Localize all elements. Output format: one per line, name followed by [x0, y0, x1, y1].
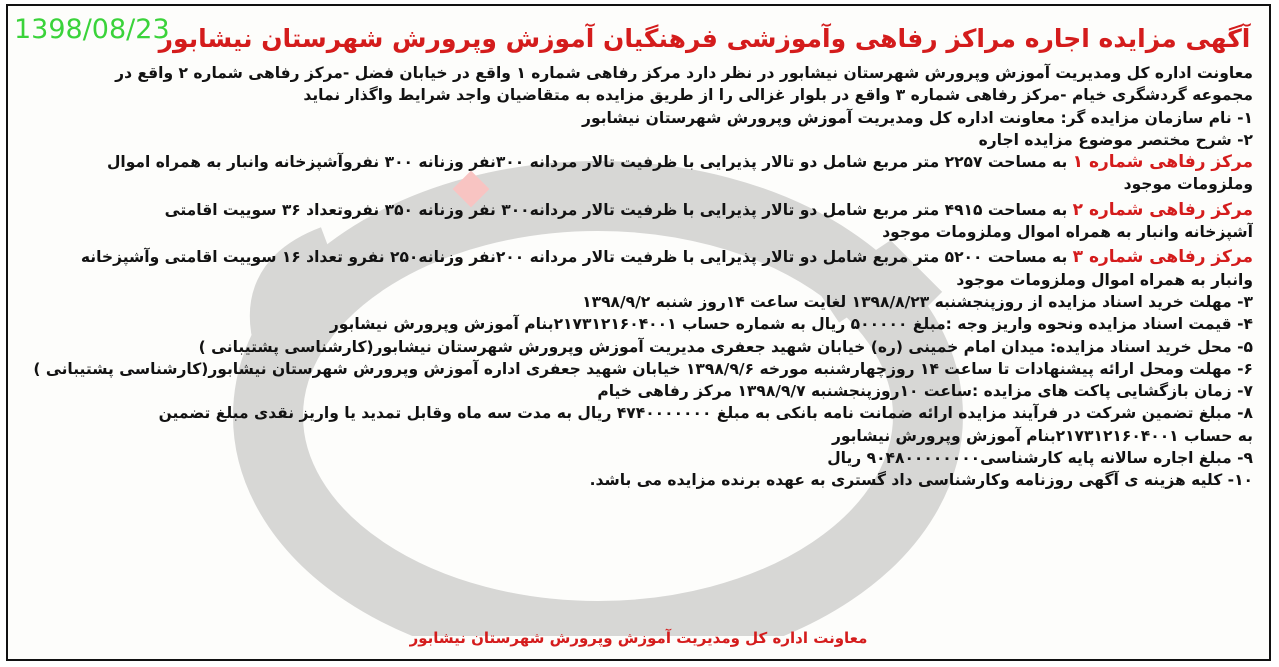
item-deadline-purchase: ۳- مهلت خرید اسناد مزایده از روزپنجشنبه ۱۳۹۸/۸/۲۳ لغایت ساعت ۱۴روز شنبه ۱۳۹۸/۹/۲	[582, 292, 1253, 311]
center-1-line1	[13, 151, 1253, 173]
item-guarantee: ۸- مبلغ تضمین شرکت در فرآیند مزایده ارائه ضمانت نامه بانکی به مبلغ ۴۷۴۰۰۰۰۰۰۰ ریال به مدت سه ماه وقابل تمدید یا واریز نقدی مبلغ تضمین	[158, 404, 1253, 423]
center-2-line1	[13, 199, 1253, 221]
notice-title: آگهی مزایده اجاره مراکز رفاهی وآموزشی فرهنگیان آموزش وپرورش شهرستان نیشابور	[158, 24, 1251, 53]
center-2-label: مرکز رفاهی شماره ۲	[1072, 199, 1253, 220]
center-3-line2: وانبار به همراه اموال وملزومات موجود	[956, 270, 1253, 289]
center-2-line2: آشپزخانه وانبار به همراه اموال وملزومات موجود	[882, 223, 1253, 242]
center-1-label: مرکز رفاهی شماره ۱	[1072, 152, 1253, 173]
center-1-line2: وملزومات موجود	[1123, 175, 1253, 194]
intro-line: معاونت اداره کل ومدیریت آموزش وپرورش شهرستان نیشابور در نظر دارد مرکز رفاهی شماره ۱ واقع در خیابان فضل -مرکز رفاهی شماره ۲ واقع در	[115, 64, 1253, 82]
item-submission: ۶- مهلت ومحل ارائه پیشنهادات تا ساعت ۱۴ روزچهارشنبه مورخه ۱۳۹۸/۹/۶ خیابان شهید جعفری اداره آموزش وپرورش شهرستان نیشابور(کارشناسی پشتیبانی )	[33, 359, 1253, 378]
item-document-price: ۴- قیمت اسناد مزایده ونحوه واریز وجه :مبلغ ۵۰۰۰۰۰ ریال به شماره حساب ۲۱۷۳۱۲۱۶۰۴۰۰۱بنام آموزش وپرورش نیشابور	[329, 315, 1253, 334]
center-3-label: مرکز رفاهی شماره ۳	[1072, 247, 1253, 268]
intro-line: مجموعه گردشگری خیام -مرکز رفاهی شماره ۳ واقع در بلوار غزالی را از طریق مزایده به متقاضیان واجد شرایط واگذار نماید	[303, 86, 1253, 105]
notice-frame	[6, 4, 1271, 661]
item-base-rent: ۹- مبلغ اجاره سالانه پایه کارشناسی۹۰۴۸۰۰۰۰۰۰۰۰ ریال	[827, 449, 1253, 468]
item-subject: ۲- شرح مختصر موضوع مزایده اجاره	[978, 130, 1253, 149]
notice-footer: معاونت اداره کل ومدیریت آموزش وپرورش شهرستان نیشابور	[409, 629, 868, 647]
item-organizer: ۱- نام سازمان مزایده گر: معاونت اداره کل ومدیریت آموزش وپرورش شهرستان نیشابور	[582, 108, 1253, 127]
center-3-desc: به مساحت ۵۲۰۰ متر مربع شامل دو تالار پذیرایی با ظرفیت تالار مردانه ۲۰۰نفر وزنانه۲۵۰ نفرو تعداد ۱۶ سوییت اقامتی وآشپزخانه	[80, 248, 1068, 267]
item-costs: ۱۰- کلیه هزینه ی آگهی روزنامه وکارشناسی داد گستری به عهده برنده مزایده می باشد.	[589, 471, 1253, 490]
center-1-desc: به مساحت ۲۲۵۷ متر مربع شامل دو تالار پذیرایی با ظرفیت تالار مردانه ۳۰۰نفر وزنانه ۳۰۰ نفروآشپزخانه وانبار به همراه اموال	[106, 153, 1068, 172]
item-opening: ۷- زمان بازگشایی پاکت های مزایده :ساعت ۱۰روزپنجشنبه ۱۳۹۸/۹/۷ مرکز رفاهی خیام	[597, 382, 1253, 401]
center-2-desc: به مساحت ۴۹۱۵ متر مربع شامل دو تالار پذیرایی با ظرفیت تالار مردانه۳۰۰ نفر وزنانه ۳۵۰ نفروتعداد ۳۶ سوییت اقامتی	[164, 200, 1068, 219]
notice-body	[13, 62, 1253, 492]
item-guarantee-account: به حساب ۲۱۷۳۱۲۱۶۰۴۰۰۱بنام آموزش وپرورش نیشابور	[831, 426, 1253, 445]
date-stamp: 1398/08/23	[14, 14, 170, 45]
item-purchase-location: ۵- محل خرید اسناد مزایده: میدان امام خمینی (ره) خیابان شهید جعفری مدیریت آموزش وپرورش شهرستان نیشابور(کارشناسی پشتیبانی )	[198, 337, 1253, 356]
center-3-line1	[13, 246, 1253, 268]
